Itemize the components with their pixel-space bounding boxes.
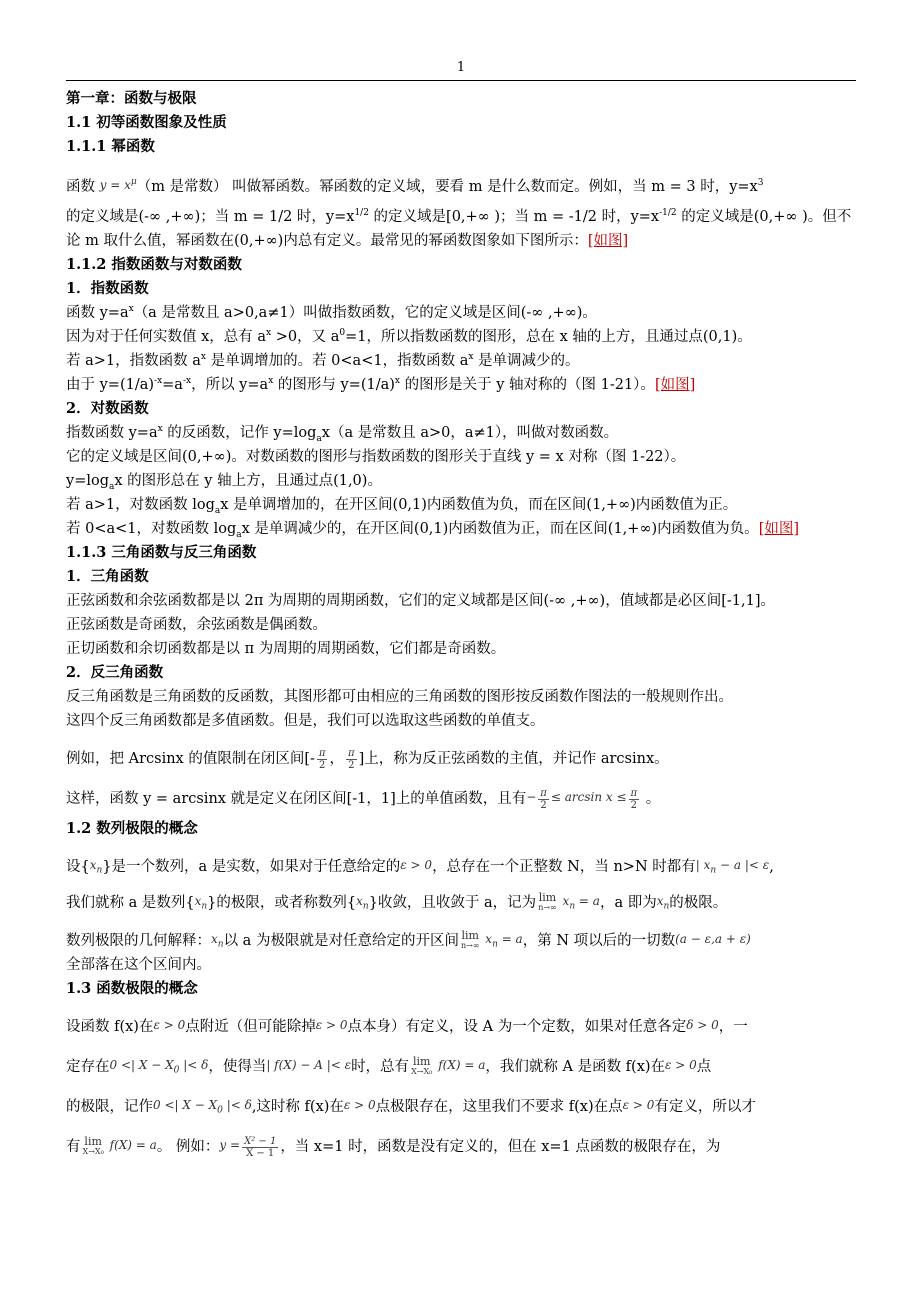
trig-title: 1．三角函数	[66, 568, 149, 585]
section-1-3: 1.3 函数极限的概念	[66, 980, 198, 997]
page-number: 1	[456, 60, 466, 75]
atrig-title: 2．反三角函数	[66, 664, 164, 681]
exp-line1: 函数 $y=a^x(a$ 是常数且 a>0,a≠1）叫做指数函数，它的定义域是区间(-∞ ,+∞)。	[66, 304, 597, 321]
exp-figure-link[interactable]: [如图]	[654, 377, 696, 393]
atrig-line3: 例如，把 Arcsinx 的值限制在闭区间[- $\frac{\pi}{2}$ ， $\frac{\pi}{2}$ ]上，称为反正弦函数的主值，并记作 arcsinx。	[66, 747, 669, 771]
section-1-1-3: 1.1.3 三角函数与反三角函数	[66, 544, 257, 561]
trig-line1: 正弦函数和余弦函数都是以 2π 为周期的周期函数，它们的定义域都是区间(-∞ ,+∞)，值域都是必区间[-1,1]。	[66, 593, 775, 609]
arcsin-range-formula: ≤ arcsin x ≤	[550, 790, 627, 804]
atrig-line4: 这样，函数 y = arcsinx 就是定义在闭区间[-1，1]上的单值函数，且有− $\frac{\pi}{2}$ ≤ arcsin x ≤ $\frac{\pi}{2}$ 。	[66, 787, 661, 811]
seq-line4: 全部落在这个区间内。	[66, 957, 211, 973]
seq-line3: 数列极限的几何解释：$x_n$以 a 为极限就是对任意给定的开区间 lim n→∞ $x_n = a$，第 N 项以后的一切数(a − ε,a + ε)	[66, 929, 751, 950]
log-line2: 它的定义域是区间(0,+∞)。对数函数的图形与指数函数的图形关于直线 y = x 对称（图 1-22）。	[66, 449, 686, 465]
neg-pi-over-2: $\frac{\pi}{2}$	[318, 747, 326, 771]
seq-line2: 我们就称 a 是数列$\{x_n\}$的极限，或者称数列$\{x_n\}$收敛，且收敛于 a，记为 lim n→∞ $x_n = a$，a 即为$x_n$的极限。	[66, 891, 728, 912]
log-title: 2．对数函数	[66, 400, 149, 417]
pi-over-2: $\frac{\pi}{2}$	[347, 747, 355, 771]
log-line3: $y=\log_ax$ 的图形总在 y 轴上方，且通过点(1,0)。	[66, 473, 382, 492]
func-line2: 定存在0 <| $X - X_0$ |< δ，使得当| f(X) − A |< ε时，总有 lim X→X₀ f(X) = a，我们就称 A 是函数 f(x)在ε > 0点	[66, 1055, 712, 1076]
seq-line1: 设$\{x_n\}$是一个数列，a 是实数，如果对于任意给定的ε > 0，总存在一个正整数 N，当 n>N 时都有| $x_n - a$ |< ε,	[66, 858, 774, 876]
trig-line3: 正切函数和余切函数都是以 π 为周期的周期函数，它们都是奇函数。	[66, 641, 506, 657]
interval-formula: (a − ε,a + ε)	[675, 932, 751, 946]
chapter-title: 第一章：函数与极限	[66, 90, 197, 107]
section-1-1: 1.1 初等函数图象及性质	[66, 114, 227, 131]
log-line4: 若 a>1，对数函数 $\log_ax$ 是单调增加的，在开区间(0,1)内函数值为负，而在区间(1,+∞)内函数值为正。	[66, 497, 738, 516]
exp-line2: 因为对于任何实数值 x，总有 $a^x >0$，又 $a^0=1$，所以指数函数的图形，总在 x 轴的上方，且通过点(0,1)。	[66, 328, 752, 345]
exp-line4: 由于 $y=(1/a)^{-x}=a^{-x}$，所以 $y=a^x$ 的图形与 $y=(1/a)^x$ 的图形是关于 y 轴对称的（图 1-21）。[如图]	[66, 376, 696, 393]
exp-line3: 若 a>1，指数函数 $a^x$ 是单调增加的。若 0<a<1，指数函数 $a^x$ 是单调减少的。	[66, 352, 580, 369]
section-1-1-2: 1.1.2 指数函数与对数函数	[66, 256, 242, 273]
header-rule	[66, 80, 856, 81]
power-figure-link[interactable]: [如图]	[587, 233, 629, 249]
log-line1: 指数函数 $y=a^x$ 的反函数，记作 $y=\log_ax(a$ 是常数且 a>0，a≠1），叫做对数函数。	[66, 424, 619, 444]
log-line5: 若 0<a<1，对数函数 $\log_ax$ 是单调减少的，在开区间(0,1)内函数值为正，而在区间(1,+∞)内函数值为负。[如图]	[66, 521, 800, 540]
atrig-line2: 这四个反三角函数都是多值函数。但是，我们可以选取这些函数的单值支。	[66, 713, 545, 729]
trig-line2: 正弦函数是奇函数，余弦函数是偶函数。	[66, 617, 327, 633]
func-line3: 的极限，记作0 <| $X - X_0$ |< δ,这时称 f(x)在ε > 0点极限存在，这里我们不要求 f(x)在点ε > 0有定义，所以才	[66, 1098, 756, 1116]
exp-title: 1．指数函数	[66, 280, 149, 297]
delta-formula: δ > 0	[686, 1018, 719, 1032]
power-paragraph-line3: 论 m 取什么值，幂函数在(0,+∞)内总有定义。最常见的幂函数图象如下图所示：[如图]	[66, 233, 629, 249]
section-1-2: 1.2 数列极限的概念	[66, 820, 198, 837]
atrig-line1: 反三角函数是三角函数的反函数，其图形都可由相应的三角函数的图形按反函数作图法的一般规则作出。	[66, 689, 733, 705]
document-page	[66, 60, 856, 1159]
power-formula: $y = x^\mu$	[99, 177, 137, 192]
abs-formula: | $x_n - a$ |< ε	[695, 858, 770, 876]
limit-formula: lim n→∞	[538, 891, 557, 912]
log-figure-link[interactable]: [如图]	[758, 521, 800, 537]
func-line4: 有 lim X→X₀ f(X) = a。 例如：y = $\frac{\text{X² − 1}}{X - 1}$ ，当 x=1 时，函数是没有定义的，但在 x=1 点函数的极限存在，为	[66, 1135, 721, 1159]
section-1-1-1: 1.1.1 幂函数	[66, 138, 155, 155]
epsilon-formula: ε > 0	[400, 858, 433, 872]
rational-function: $\frac{\text{X² − 1}}{X - 1}$	[244, 1135, 277, 1159]
power-paragraph-line1: 函数 $y = x^\mu(m$ 是常数） 叫做幂函数。幂函数的定义域，要看 m 是什么数而定。例如，当 m = 3 时，$y=x^3$	[66, 177, 764, 195]
power-paragraph-line2: 的定义域是(-∞ ,+∞)；当 m = 1/2 时，$y=x^{1/2}$ 的定义域是[0,+∞ )；当 m = -1/2 时，$y=x^{-1/2}$ 的定义域是(0,+∞ )。但不	[66, 208, 852, 225]
func-line1: 设函数 f(x)在ε > 0点附近（但可能除掉ε > 0点本身）有定义，设 A 为一个定数，如果对任意各定δ > 0，一	[66, 1018, 748, 1035]
